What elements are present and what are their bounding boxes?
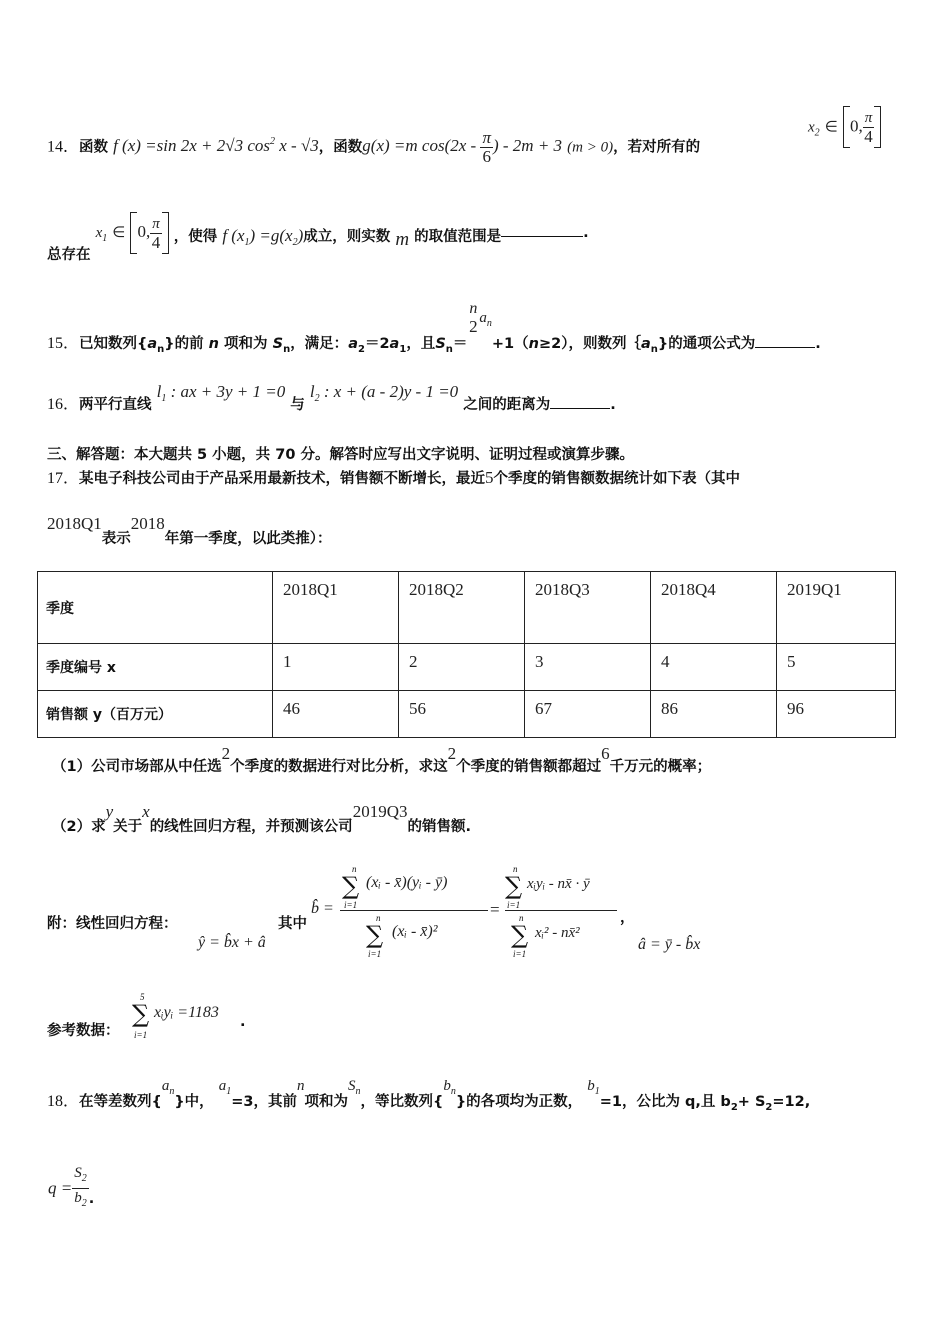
q17-p2-text-c: 的线性回归方程，并预测该公司 [149,819,353,835]
q15-S2: S [435,336,446,352]
q18-q-fraction: $\frac{S_2}{b_2}$ [74,1165,87,1209]
q16-line [47,382,616,414]
fraction-2-numerator: n ∑ i=1 xᵢyᵢ - nx̄ · ȳ [505,864,590,910]
table-cell: 2018Q3 [525,572,651,644]
q17-part1 [52,744,711,776]
q16-l1-equation: $l_1$ : ax + 3y + 1 =0 [156,382,286,404]
q17-line2 [47,514,332,548]
q14-text-7: 的取值范围是 [414,229,502,245]
table-cell: 2018Q2 [399,572,525,644]
q17-p1-two-a: 2 [221,744,231,763]
q14-answer-blank[interactable] [501,236,583,237]
reference-label: 参考数据： [47,1023,120,1039]
q15-text-5: ＝2 [364,336,390,352]
q17-p2-quarter: 2019Q3 [352,802,408,821]
table-header-quarter: 季度 [38,572,273,644]
q17-p2-x: x [142,802,150,821]
q15-n: n [208,336,219,352]
q15-fraction: n 2 [469,300,478,336]
q17-p1-two-b: 2 [447,744,457,763]
formula-comma: ， [620,910,635,926]
q17-p2-text-a: （2）求 [52,819,106,835]
q18-text-3: =3，其前 [231,1094,297,1110]
q14-in-symbol: ∈ [112,225,126,241]
b-hat-fraction-2 [505,862,617,961]
q14-range-zero: 0, [137,222,151,241]
q15-answer-blank[interactable] [755,347,815,348]
q18-text-4: 项和为 [304,1094,348,1110]
q14-g-expr: g(x) =m cos(2x - $\frac{\pi}{6}$ ) - 2m + 3 [362,128,563,166]
table-row [38,691,896,738]
table-cell: 46 [273,691,399,738]
q17-p1-text-c: 个季度的销售额都超过 [456,759,602,775]
q18-line1: 18．在等差数列$\{a_n\}$中， $a_1=3$，其前n项和为$S_n$，等比数列$\{b_n\}$的各项均为正数， $b_1=1$，公比为 q,且 $b_2+ S_2=12$, [47,1078,811,1113]
q18-text-9: =12, [772,1094,811,1110]
table-cell: 4 [651,644,777,691]
sales-table [37,571,896,738]
b-hat-fraction-1 [340,862,488,961]
q15-text-3: 项和为 [224,336,268,352]
table-row [38,644,896,691]
attach-label: 附：线性回归方程： [47,916,178,932]
table-cell: 96 [777,691,896,738]
a-hat-formula: â = ȳ - b̂x [638,936,701,953]
q16-text-2: 与 [290,397,305,413]
q17-year: 2018 [130,514,165,533]
q15-a3: $a_n$ [479,310,492,329]
q17-part2 [52,802,471,836]
q16-text-1: 两平行直线 [79,397,152,413]
q18-q-label: q = [48,1178,73,1198]
q15-text-1: 已知数列{ [79,336,148,352]
q18-q-formula [48,1164,94,1213]
q18-text-1: 在等差数列{ [79,1094,162,1110]
q17-p2-text-b: 关于 [113,819,143,835]
q17-p1-text-b: 个季度的数据进行对比分析，求这 [230,759,448,775]
q15-text-9: ≥2），则数列｛ [538,336,641,352]
table-cell: 1 [273,644,399,691]
table-header-sales: 销售额 y（百万元） [38,691,273,738]
table-cell: 2 [399,644,525,691]
q17-five: 5 [485,468,494,487]
q14-right-bracket [162,212,169,254]
table-cell: 2018Q1 [273,572,399,644]
q15-text-2: }的前 [164,336,204,352]
q18-text-6: }的各项均为正数， [455,1094,583,1110]
fraction-1-numerator: n ∑ i=1 (xᵢ - x̄)(yᵢ - ȳ) [342,864,448,910]
b-hat-label: b̂ = [311,900,334,917]
q16-answer-blank[interactable] [550,408,610,409]
q14-x2-range: $x_2$ ∈ 0, $\frac{\pi}{4}$ [808,106,881,148]
q17-text-1: 某电子科技公司由于产品采用最新技术，销售额不断增长，最近 [79,471,486,487]
q14-text-2: ，函数 [318,139,363,156]
q16-end: . [610,397,616,413]
q18-Sn: $S_n$ [347,1078,361,1097]
q15-text-8: +1（ [491,336,529,352]
q17-p1-six: 6 [601,744,610,763]
q18-n: n [296,1078,305,1094]
q14-text-5: ，使得 [173,229,218,245]
table-cell: 67 [525,691,651,738]
fraction-2-denominator: n ∑ i=1 xᵢ² - nx̄² [505,910,617,961]
table-row [38,572,896,644]
q18-end: . [88,1191,95,1207]
q18-text-5: ，等比数列{ [360,1094,444,1110]
q15-a1: a [389,336,400,352]
q14-m: m [395,229,410,250]
q14-end: . [583,225,589,241]
q15-text-10: }的通项公式为 [657,336,756,352]
q15-a4: a [640,336,651,352]
q17-line1 [47,465,740,488]
q15-an: a [147,336,158,352]
q15-Sn: S [272,336,284,352]
q17-text-2: 个季度的销售额数据统计如下表（其中 [493,471,741,487]
q14-line2 [47,212,589,264]
where-label: 其中 [278,916,307,932]
q15-a2: a [348,336,358,352]
q15-text-4: ，满足： [290,336,349,352]
q18-number: 18． [47,1093,80,1110]
q17-text-4: 年第一季度，以此类推）： [164,531,332,547]
q14-number: 14． [47,138,80,156]
q14-line1 [47,129,700,166]
q14-equation: f $(x_1) =g(x_2)$ [222,226,304,248]
reference-sum: 5 ∑ i=1 xᵢyᵢ =1183 . [132,992,246,1040]
q17-p1-text-a: （1）公司市场部从中任选 [52,759,222,775]
equals-sign: = [490,900,500,919]
q18-an: $a_n$ [161,1078,175,1097]
q14-text-6: 成立，则实数 [303,229,391,245]
q14-text-3: ，若对所有的 [613,139,701,156]
q17-number: 17． [47,470,80,487]
fraction-1-denominator: n ∑ i=1 (xᵢ - x̄)² [340,910,488,961]
table-cell: 2019Q1 [777,572,896,644]
regression-equation: ŷ = b̂x + â [198,934,266,951]
q17-p2-y: y [105,802,114,821]
table-cell: 5 [777,644,896,691]
q15-number: 15． [47,335,80,352]
q16-text-3: 之间的距离为 [463,397,551,413]
table-cell: 2018Q4 [651,572,777,644]
q18-bn: $b_n$ [443,1078,456,1097]
table-cell: 3 [525,644,651,691]
q14-range-frac: $\frac{\pi}{4}$ [151,215,161,252]
q17-text-3: 表示 [101,531,131,547]
q17-p1-text-d: 千万元的概率； [609,759,712,775]
q18-b1: $b_1$ [587,1078,600,1097]
q14-f-expr: f (x) =sin 2x + 2√3 $\cos^2 x - √3$ [113,136,319,156]
q18-text-7: =1，公比为 q,且 b [599,1094,731,1110]
q14-condition: (m > 0) [567,139,614,156]
table-cell: 56 [399,691,525,738]
q18-text-8: + S [737,1094,766,1110]
q16-number: 16． [47,396,80,413]
q15-line: 15．已知数列$\{a_n\}$的前 n 项和为 $S_n$，满足：$a_2=2a_1$，且$S_n=$ n 2 $a_n+1(n\ge 2)$，则数列$\{a_n$}的通项公式为 . [47,300,821,355]
q15-n2: n [528,336,539,352]
q16-l2-equation: $l_2$ : x + (a - 2)y - 1 =0 [309,382,459,404]
q14-text-1: 函数 [79,139,109,156]
q14-x1: $x_1$ [95,225,108,244]
q15-text-6: ，且 [406,336,436,352]
q17-p2-text-d: 的销售额. [407,819,471,835]
q17-code: 2018Q1 [47,514,102,533]
q15-end: . [815,336,821,352]
q18-text-2: }中， [174,1094,214,1110]
table-header-index: 季度编号 x [38,644,273,691]
section-3-heading: 三、解答题：本大题共 5 小题，共 70 分。解答时应写出文字说明、证明过程或演算步骤。 [47,447,634,463]
q15-text-7: ＝ [452,336,468,352]
q14-text-4: 总存在 [47,247,91,263]
q18-a1: $a_1$ [218,1078,232,1097]
table-cell: 86 [651,691,777,738]
